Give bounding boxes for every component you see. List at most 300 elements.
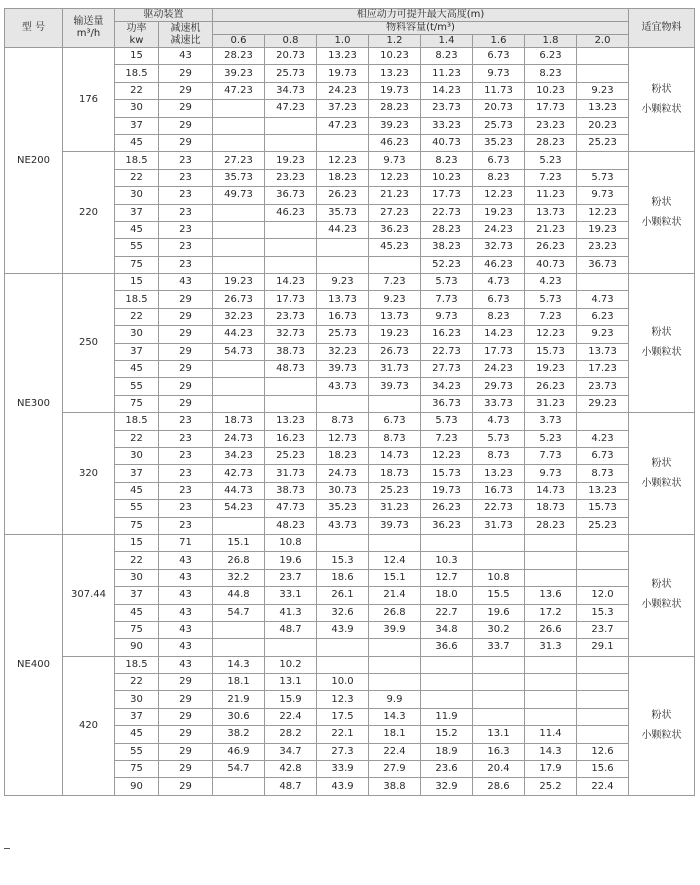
power-cell: 30 xyxy=(115,569,159,586)
power-cell: 55 xyxy=(115,743,159,760)
ratio-cell: 23 xyxy=(159,430,213,447)
height-cell: 16.3 xyxy=(473,743,525,760)
height-cell: 10.23 xyxy=(369,48,421,65)
power-cell: 55 xyxy=(115,500,159,517)
height-cell: 40.73 xyxy=(525,256,577,273)
height-cell: 44.23 xyxy=(317,221,369,238)
height-cell xyxy=(525,534,577,551)
height-cell: 9.23 xyxy=(317,274,369,291)
height-cell: 10.3 xyxy=(421,552,473,569)
height-cell xyxy=(473,674,525,691)
height-cell: 38.23 xyxy=(421,239,473,256)
height-cell xyxy=(369,256,421,273)
height-cell: 22.73 xyxy=(421,204,473,221)
power-cell: 22 xyxy=(115,430,159,447)
height-cell: 12.23 xyxy=(473,187,525,204)
spec-sheet xyxy=(4,8,694,796)
material-cell xyxy=(629,152,695,274)
height-cell: 35.73 xyxy=(317,204,369,221)
ratio-cell: 23 xyxy=(159,187,213,204)
height-cell xyxy=(525,569,577,586)
height-cell: 7.23 xyxy=(369,274,421,291)
height-cell: 4.23 xyxy=(577,430,629,447)
height-cell xyxy=(265,134,317,151)
height-cell: 12.0 xyxy=(577,587,629,604)
power-cell: 90 xyxy=(115,778,159,795)
height-cell: 15.73 xyxy=(577,500,629,517)
power-cell: 37 xyxy=(115,204,159,221)
height-cell: 13.73 xyxy=(317,291,369,308)
material-line-1: 粉状 xyxy=(651,327,672,339)
height-cell xyxy=(577,569,629,586)
ratio-cell: 29 xyxy=(159,691,213,708)
height-cell: 18.73 xyxy=(213,413,265,430)
height-cell xyxy=(213,778,265,795)
height-cell: 32.2 xyxy=(213,569,265,586)
power-cell: 55 xyxy=(115,239,159,256)
height-cell: 9.73 xyxy=(369,152,421,169)
height-cell xyxy=(317,239,369,256)
height-cell: 8.23 xyxy=(421,48,473,65)
height-cell: 48.23 xyxy=(265,517,317,534)
height-cell: 22.73 xyxy=(473,500,525,517)
height-cell xyxy=(577,413,629,430)
height-cell: 12.3 xyxy=(317,691,369,708)
height-cell: 19.23 xyxy=(473,204,525,221)
height-cell: 12.23 xyxy=(421,447,473,464)
ratio-cell: 43 xyxy=(159,552,213,569)
height-cell: 47.23 xyxy=(213,82,265,99)
power-cell: 30 xyxy=(115,447,159,464)
power-cell: 37 xyxy=(115,708,159,725)
power-cell: 37 xyxy=(115,117,159,134)
power-cell: 90 xyxy=(115,639,159,656)
header-flow xyxy=(63,9,115,48)
height-cell xyxy=(213,256,265,273)
height-cell: 15.6 xyxy=(577,761,629,778)
height-cell: 15.3 xyxy=(577,604,629,621)
ratio-cell: 29 xyxy=(159,395,213,412)
margin-mark xyxy=(4,848,10,849)
height-cell: 14.23 xyxy=(473,326,525,343)
height-cell: 18.1 xyxy=(213,674,265,691)
height-cell: 44.73 xyxy=(213,482,265,499)
height-cell: 11.9 xyxy=(421,708,473,725)
height-cell: 15.73 xyxy=(525,343,577,360)
height-cell: 34.8 xyxy=(421,621,473,638)
header-power-label: 功率 xyxy=(126,22,147,34)
height-cell: 15.2 xyxy=(421,726,473,743)
height-cell: 19.23 xyxy=(369,326,421,343)
height-cell: 38.8 xyxy=(369,778,421,795)
height-cell: 54.7 xyxy=(213,761,265,778)
height-cell: 35.23 xyxy=(317,500,369,517)
height-cell: 9.73 xyxy=(577,187,629,204)
height-cell: 11.73 xyxy=(473,82,525,99)
height-cell: 16.23 xyxy=(265,430,317,447)
height-cell: 32.9 xyxy=(421,778,473,795)
height-cell: 42.73 xyxy=(213,465,265,482)
height-cell: 26.73 xyxy=(369,343,421,360)
height-cell: 25.73 xyxy=(265,65,317,82)
height-cell: 15.3 xyxy=(317,552,369,569)
height-cell: 13.23 xyxy=(265,413,317,430)
height-cell: 27.23 xyxy=(369,204,421,221)
height-cell: 22.4 xyxy=(369,743,421,760)
power-cell: 75 xyxy=(115,395,159,412)
height-cell xyxy=(369,656,421,673)
header-material: 适宜物料 xyxy=(629,9,695,48)
material-line-2: 小颗粒状 xyxy=(641,477,682,489)
height-cell: 19.73 xyxy=(317,65,369,82)
height-cell: 17.73 xyxy=(473,343,525,360)
height-cell: 10.0 xyxy=(317,674,369,691)
material-cell xyxy=(629,413,695,535)
height-cell: 26.1 xyxy=(317,587,369,604)
height-cell: 44.8 xyxy=(213,587,265,604)
material-line-2: 小颗粒状 xyxy=(641,729,682,741)
height-cell: 20.4 xyxy=(473,761,525,778)
height-cell xyxy=(525,708,577,725)
height-cell: 36.73 xyxy=(577,256,629,273)
height-cell xyxy=(525,552,577,569)
height-cell: 9.9 xyxy=(369,691,421,708)
height-cell: 13.1 xyxy=(265,674,317,691)
height-cell: 7.73 xyxy=(525,447,577,464)
height-cell: 39.9 xyxy=(369,621,421,638)
height-cell: 46.23 xyxy=(265,204,317,221)
power-cell: 45 xyxy=(115,134,159,151)
height-cell: 20.73 xyxy=(473,100,525,117)
height-cell: 34.23 xyxy=(421,378,473,395)
height-cell xyxy=(525,691,577,708)
flow-cell: 420 xyxy=(63,656,115,795)
height-cell: 6.73 xyxy=(577,447,629,464)
ratio-cell: 71 xyxy=(159,534,213,551)
height-cell: 28.23 xyxy=(213,48,265,65)
height-cell: 19.73 xyxy=(421,482,473,499)
power-cell: 22 xyxy=(115,552,159,569)
height-cell xyxy=(317,256,369,273)
table-row xyxy=(5,656,695,673)
height-cell: 10.23 xyxy=(421,169,473,186)
table-body xyxy=(5,48,695,796)
height-cell: 25.73 xyxy=(473,117,525,134)
height-cell xyxy=(577,691,629,708)
flow-cell: 320 xyxy=(63,413,115,535)
ratio-cell: 23 xyxy=(159,413,213,430)
ratio-cell: 29 xyxy=(159,708,213,725)
power-cell: 55 xyxy=(115,378,159,395)
height-cell: 7.23 xyxy=(421,430,473,447)
height-cell: 35.73 xyxy=(213,169,265,186)
height-cell: 31.73 xyxy=(369,361,421,378)
height-cell: 17.2 xyxy=(525,604,577,621)
material-cell xyxy=(629,656,695,795)
header-drive: 驱动装置 xyxy=(115,9,213,22)
height-cell xyxy=(369,639,421,656)
material-line-1: 粉状 xyxy=(651,579,672,591)
ratio-cell: 23 xyxy=(159,447,213,464)
height-cell xyxy=(577,656,629,673)
height-cell xyxy=(265,395,317,412)
power-cell: 45 xyxy=(115,482,159,499)
height-cell: 30.6 xyxy=(213,708,265,725)
flow-cell: 176 xyxy=(63,48,115,152)
height-cell: 23.73 xyxy=(577,378,629,395)
height-cell: 30.2 xyxy=(473,621,525,638)
height-cell xyxy=(213,621,265,638)
height-cell xyxy=(265,378,317,395)
height-cell: 8.73 xyxy=(577,465,629,482)
height-cell: 15.9 xyxy=(265,691,317,708)
height-cell: 20.73 xyxy=(265,48,317,65)
height-cell: 34.7 xyxy=(265,743,317,760)
height-cell: 28.23 xyxy=(525,134,577,151)
height-cell: 23.23 xyxy=(577,239,629,256)
height-cell: 13.73 xyxy=(369,308,421,325)
material-cell xyxy=(629,274,695,413)
height-cell: 23.7 xyxy=(577,621,629,638)
height-cell: 19.23 xyxy=(265,152,317,169)
height-cell: 16.23 xyxy=(421,326,473,343)
height-cell xyxy=(473,534,525,551)
power-cell: 75 xyxy=(115,621,159,638)
material-line-1: 粉状 xyxy=(651,709,672,721)
height-cell xyxy=(577,152,629,169)
height-cell: 5.73 xyxy=(421,274,473,291)
height-cell: 4.73 xyxy=(577,291,629,308)
height-cell: 11.23 xyxy=(525,187,577,204)
height-cell: 18.6 xyxy=(317,569,369,586)
height-cell: 4.23 xyxy=(525,274,577,291)
flow-cell: 220 xyxy=(63,152,115,274)
height-cell: 8.23 xyxy=(473,169,525,186)
height-cell: 5.73 xyxy=(421,413,473,430)
power-cell: 22 xyxy=(115,169,159,186)
material-cell xyxy=(629,534,695,656)
height-cell: 26.6 xyxy=(525,621,577,638)
ratio-cell: 23 xyxy=(159,221,213,238)
height-cell: 6.73 xyxy=(473,291,525,308)
height-cell: 14.73 xyxy=(525,482,577,499)
height-cell xyxy=(317,656,369,673)
height-cell: 23.7 xyxy=(265,569,317,586)
height-cell: 19.23 xyxy=(525,361,577,378)
height-cell: 13.23 xyxy=(577,100,629,117)
height-cell: 25.2 xyxy=(525,778,577,795)
power-cell: 45 xyxy=(115,726,159,743)
height-cell: 5.73 xyxy=(525,291,577,308)
height-cell xyxy=(317,639,369,656)
height-cell xyxy=(577,48,629,65)
height-cell: 13.6 xyxy=(525,587,577,604)
height-cell: 17.73 xyxy=(525,100,577,117)
height-cell: 6.23 xyxy=(577,308,629,325)
height-cell: 46.23 xyxy=(369,134,421,151)
height-cell: 22.4 xyxy=(265,708,317,725)
power-cell: 45 xyxy=(115,604,159,621)
header-ratio-label: 减速比 xyxy=(170,34,201,46)
height-cell: 42.8 xyxy=(265,761,317,778)
material-cell xyxy=(629,48,695,152)
height-cell: 21.4 xyxy=(369,587,421,604)
capacity-header-cell: 0.8 xyxy=(265,35,317,48)
height-cell xyxy=(577,65,629,82)
header-ratio xyxy=(159,22,213,48)
power-cell: 30 xyxy=(115,187,159,204)
ratio-cell: 23 xyxy=(159,152,213,169)
height-cell: 5.23 xyxy=(525,430,577,447)
height-cell xyxy=(213,100,265,117)
height-cell: 25.23 xyxy=(265,447,317,464)
height-cell xyxy=(369,674,421,691)
height-cell: 26.73 xyxy=(213,291,265,308)
ratio-cell: 43 xyxy=(159,48,213,65)
material-line-2: 小颗粒状 xyxy=(641,103,682,115)
height-cell: 5.73 xyxy=(473,430,525,447)
height-cell xyxy=(265,256,317,273)
height-cell: 22.4 xyxy=(577,778,629,795)
height-cell: 33.23 xyxy=(421,117,473,134)
table-row xyxy=(5,274,695,291)
height-cell: 10.2 xyxy=(265,656,317,673)
height-cell: 7.23 xyxy=(525,308,577,325)
height-cell: 7.23 xyxy=(525,169,577,186)
height-cell: 14.23 xyxy=(265,274,317,291)
height-cell: 46.23 xyxy=(473,256,525,273)
power-cell: 22 xyxy=(115,82,159,99)
height-cell xyxy=(473,656,525,673)
ratio-cell: 23 xyxy=(159,482,213,499)
height-cell: 5.23 xyxy=(525,152,577,169)
ratio-cell: 23 xyxy=(159,517,213,534)
height-cell: 43.73 xyxy=(317,517,369,534)
height-cell: 48.7 xyxy=(265,621,317,638)
height-cell: 28.23 xyxy=(525,517,577,534)
height-cell: 28.23 xyxy=(421,221,473,238)
height-cell: 26.23 xyxy=(525,239,577,256)
height-cell: 13.73 xyxy=(525,204,577,221)
height-cell xyxy=(473,552,525,569)
height-cell: 17.5 xyxy=(317,708,369,725)
height-cell: 45.23 xyxy=(369,239,421,256)
height-cell: 38.73 xyxy=(265,343,317,360)
height-cell: 19.6 xyxy=(265,552,317,569)
height-cell: 33.7 xyxy=(473,639,525,656)
header-reducer-label: 减速机 xyxy=(170,22,201,34)
height-cell: 6.73 xyxy=(369,413,421,430)
height-cell: 9.23 xyxy=(577,82,629,99)
height-cell: 7.73 xyxy=(421,291,473,308)
height-cell: 23.73 xyxy=(421,100,473,117)
ratio-cell: 29 xyxy=(159,674,213,691)
height-cell: 32.73 xyxy=(473,239,525,256)
height-cell: 10.23 xyxy=(525,82,577,99)
height-cell: 17.73 xyxy=(265,291,317,308)
height-cell: 28.2 xyxy=(265,726,317,743)
height-cell: 25.23 xyxy=(577,517,629,534)
ratio-cell: 43 xyxy=(159,621,213,638)
height-cell xyxy=(421,674,473,691)
height-cell: 40.73 xyxy=(421,134,473,151)
height-cell xyxy=(577,274,629,291)
table-row xyxy=(5,152,695,169)
ratio-cell: 23 xyxy=(159,465,213,482)
height-cell: 18.23 xyxy=(317,169,369,186)
power-cell: 22 xyxy=(115,674,159,691)
height-cell: 3.73 xyxy=(525,413,577,430)
power-cell: 15 xyxy=(115,48,159,65)
ratio-cell: 29 xyxy=(159,361,213,378)
height-cell: 12.23 xyxy=(525,326,577,343)
power-cell: 18.5 xyxy=(115,65,159,82)
height-cell xyxy=(213,221,265,238)
power-cell: 15 xyxy=(115,534,159,551)
height-cell: 24.73 xyxy=(317,465,369,482)
height-cell: 11.23 xyxy=(421,65,473,82)
height-cell: 18.9 xyxy=(421,743,473,760)
height-cell: 8.73 xyxy=(473,447,525,464)
ratio-cell: 43 xyxy=(159,656,213,673)
height-cell: 28.23 xyxy=(369,100,421,117)
capacity-header-cell: 1.4 xyxy=(421,35,473,48)
power-cell: 37 xyxy=(115,343,159,360)
capacity-header-cell: 1.6 xyxy=(473,35,525,48)
height-cell: 29.23 xyxy=(577,395,629,412)
height-cell: 9.73 xyxy=(421,308,473,325)
ratio-cell: 29 xyxy=(159,343,213,360)
height-cell: 37.23 xyxy=(317,100,369,117)
power-cell: 30 xyxy=(115,326,159,343)
ratio-cell: 29 xyxy=(159,65,213,82)
height-cell: 23.73 xyxy=(265,308,317,325)
height-cell xyxy=(265,117,317,134)
height-cell: 14.3 xyxy=(213,656,265,673)
height-cell: 12.23 xyxy=(577,204,629,221)
height-cell: 14.23 xyxy=(421,82,473,99)
height-cell: 16.73 xyxy=(317,308,369,325)
height-cell: 27.73 xyxy=(421,361,473,378)
height-cell: 11.4 xyxy=(525,726,577,743)
height-cell: 20.23 xyxy=(577,117,629,134)
height-cell: 41.3 xyxy=(265,604,317,621)
ratio-cell: 23 xyxy=(159,256,213,273)
height-cell xyxy=(213,378,265,395)
height-cell: 14.3 xyxy=(369,708,421,725)
power-cell: 75 xyxy=(115,761,159,778)
height-cell: 31.73 xyxy=(473,517,525,534)
height-cell: 9.23 xyxy=(369,291,421,308)
power-cell: 75 xyxy=(115,517,159,534)
height-cell: 30.73 xyxy=(317,482,369,499)
capacity-header-cell: 1.2 xyxy=(369,35,421,48)
height-cell: 13.23 xyxy=(369,65,421,82)
height-cell: 19.6 xyxy=(473,604,525,621)
height-cell xyxy=(213,204,265,221)
power-cell: 45 xyxy=(115,361,159,378)
height-cell: 23.6 xyxy=(421,761,473,778)
height-cell: 38.2 xyxy=(213,726,265,743)
height-cell: 18.0 xyxy=(421,587,473,604)
height-cell: 49.73 xyxy=(213,187,265,204)
height-cell: 26.23 xyxy=(317,187,369,204)
height-cell: 26.8 xyxy=(213,552,265,569)
height-cell: 8.73 xyxy=(317,413,369,430)
height-cell xyxy=(577,534,629,551)
capacity-header-cell: 1.0 xyxy=(317,35,369,48)
header-flow-label: 输送量 xyxy=(73,16,104,27)
